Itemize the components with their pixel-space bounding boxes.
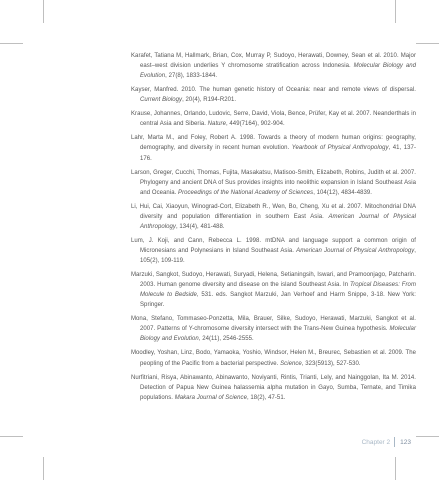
- reference-citation-details: , 104(12), 4834-4839.: [313, 189, 372, 196]
- reference-entry: [131, 236, 416, 266]
- reference-citation-details: , 105(2), 109-119.: [140, 247, 416, 265]
- reference-source-title: Makara Journal of Science: [174, 394, 247, 401]
- reference-source-title: American Journal of Physical Anthropology: [140, 213, 416, 230]
- reference-text: Moodley, Yoshan, Linz, Bodo, Yamaoka, Yoshio, Windsor, Helen M., Breurec, Sebastien et al. 2009. The peopling of the Pacific from a bacterial perspective.: [131, 350, 416, 367]
- page-footer: [362, 437, 411, 447]
- crop-mark: [416, 43, 439, 44]
- reference-text: Lahr, Marta M., and Foley, Robert A. 1998. Towards a theory of modern human origins: geography, demography, and diversity in recent human evolution.: [131, 135, 416, 152]
- crop-mark: [395, 0, 396, 23]
- reference-citation-details: , 20(4), R194-R201.: [182, 97, 237, 104]
- reference-source-title: Molecular Biology and Evolution: [140, 63, 416, 80]
- reference-source-title: Yearbook of Physical Anthropology: [291, 145, 389, 152]
- reference-source-title: Molecular Biology and Evolution: [140, 326, 416, 343]
- reference-text: Kayser, Manfred. 2010. The human genetic history of Oceania: near and remote views of dispersal.: [131, 87, 416, 94]
- reference-source-title: American Journal of Physical Anthropology: [296, 247, 415, 254]
- reference-entry: [131, 373, 416, 403]
- reference-entry: [131, 202, 416, 232]
- reference-source-title: Current Biology: [140, 97, 183, 104]
- chapter-label: Chapter 2: [361, 438, 391, 446]
- reference-text: Karafet, Tatiana M, Hallmark, Brian, Cox, Murray P, Sudoyo, Herawati, Downey, Sean et al. 2010. Major east–west division underlies Y chromosome stratification across Indonesia.: [131, 53, 416, 70]
- crop-mark: [43, 457, 44, 480]
- reference-citation-details: , 18(2), 47-51.: [246, 394, 286, 401]
- reference-text: Nurfitriani, Risya, Abinawanto, Abinawanto, Noviyanti, Rintis, Trianti, Lely, and Nainggolan, Ita M. 2014. Detection of Papua New Guinea halassemia alpha mutation in Gayo, Sumba, Ternate, and Timika populations.: [131, 374, 416, 401]
- reference-source-title: Proceedings of the National Academy of Sciences: [178, 189, 314, 196]
- reference-text: Mona, Stefano, Tommaseo-Ponzetta, Mila, Brauer, Silke, Sudoyo, Herawati, Marzuki, Sangkot et al. 2007. Patterns of Y-chromosome diversity intersect with the Trans-New Guinea hypothesis.: [131, 316, 416, 333]
- reference-citation-details: , 449(7164), 902-904.: [225, 121, 285, 128]
- reference-entry: [131, 85, 416, 105]
- reference-text: Lum, J. Koji, and Cann, Rebecca L. 1998. mtDNA and language support a common origin of Micronesians and Polynesians in Island Southeast Asia.: [131, 237, 416, 254]
- reference-text: Li, Hui, Cai, Xiaoyun, Winograd-Cort, Elizabeth R., Wen, Bo, Cheng, Xu et al. 2007. Mitochondrial DNA diversity and population differentiation in southern East Asia.: [131, 203, 416, 220]
- reference-entry: [131, 348, 416, 368]
- reference-text: Marzuki, Sangkot, Sudoyo, Herawati, Suryadi, Helena, Setianingsih, Iswari, and Pramoonjago, Patcharin. 2003. Human genome diversity and disease on the island Southeast Asia. In: [131, 272, 416, 289]
- reference-citation-details: , 134(4), 481-488.: [175, 223, 225, 230]
- page-number: 123: [400, 438, 411, 446]
- footer-divider: [394, 437, 395, 447]
- reference-list: [131, 51, 416, 407]
- reference-entry: [131, 133, 416, 163]
- reference-source-title: Nature: [207, 121, 226, 128]
- crop-mark: [395, 457, 396, 480]
- crop-mark: [0, 43, 23, 44]
- reference-entry: [131, 51, 416, 81]
- reference-citation-details: , 531. eds. Sangkot Marzuki, Jan Verhoef and Harm Snippe, 3-18. New York: Springer.: [140, 292, 416, 309]
- reference-citation-details: , 27(8), 1833-1844.: [165, 73, 218, 80]
- reference-citation-details: , 24(11), 2546-2555.: [198, 336, 254, 343]
- reference-entry: [131, 109, 416, 129]
- reference-entry: [131, 168, 416, 198]
- crop-mark: [416, 436, 439, 437]
- crop-mark: [0, 436, 23, 437]
- reference-entry: [131, 314, 416, 344]
- reference-source-title: Tropical Diseases: From Molecule to Bedside: [140, 282, 416, 299]
- reference-citation-details: , 323(5913), 527-530.: [301, 360, 361, 367]
- reference-text: Larson, Greger, Cucchi, Thomas, Fujita, Masakatsu, Matisoo-Smith, Elizabeth, Robins, Judith et al. 2007. Phylogeny and ancient DNA of Sus provides insights into neolithic expansion in Island Southeast Asia and Oceania.: [131, 169, 416, 196]
- crop-mark: [43, 0, 44, 23]
- reference-entry: [131, 270, 416, 310]
- reference-text: Krause, Johannes, Orlando, Ludovic, Serre, David, Viola, Bence, Prüfer, Kay et al. 2007. Neanderthals in central Asia and Siberia.: [131, 111, 416, 128]
- reference-citation-details: , 41, 137-176.: [140, 145, 416, 162]
- reference-source-title: Science: [280, 360, 302, 367]
